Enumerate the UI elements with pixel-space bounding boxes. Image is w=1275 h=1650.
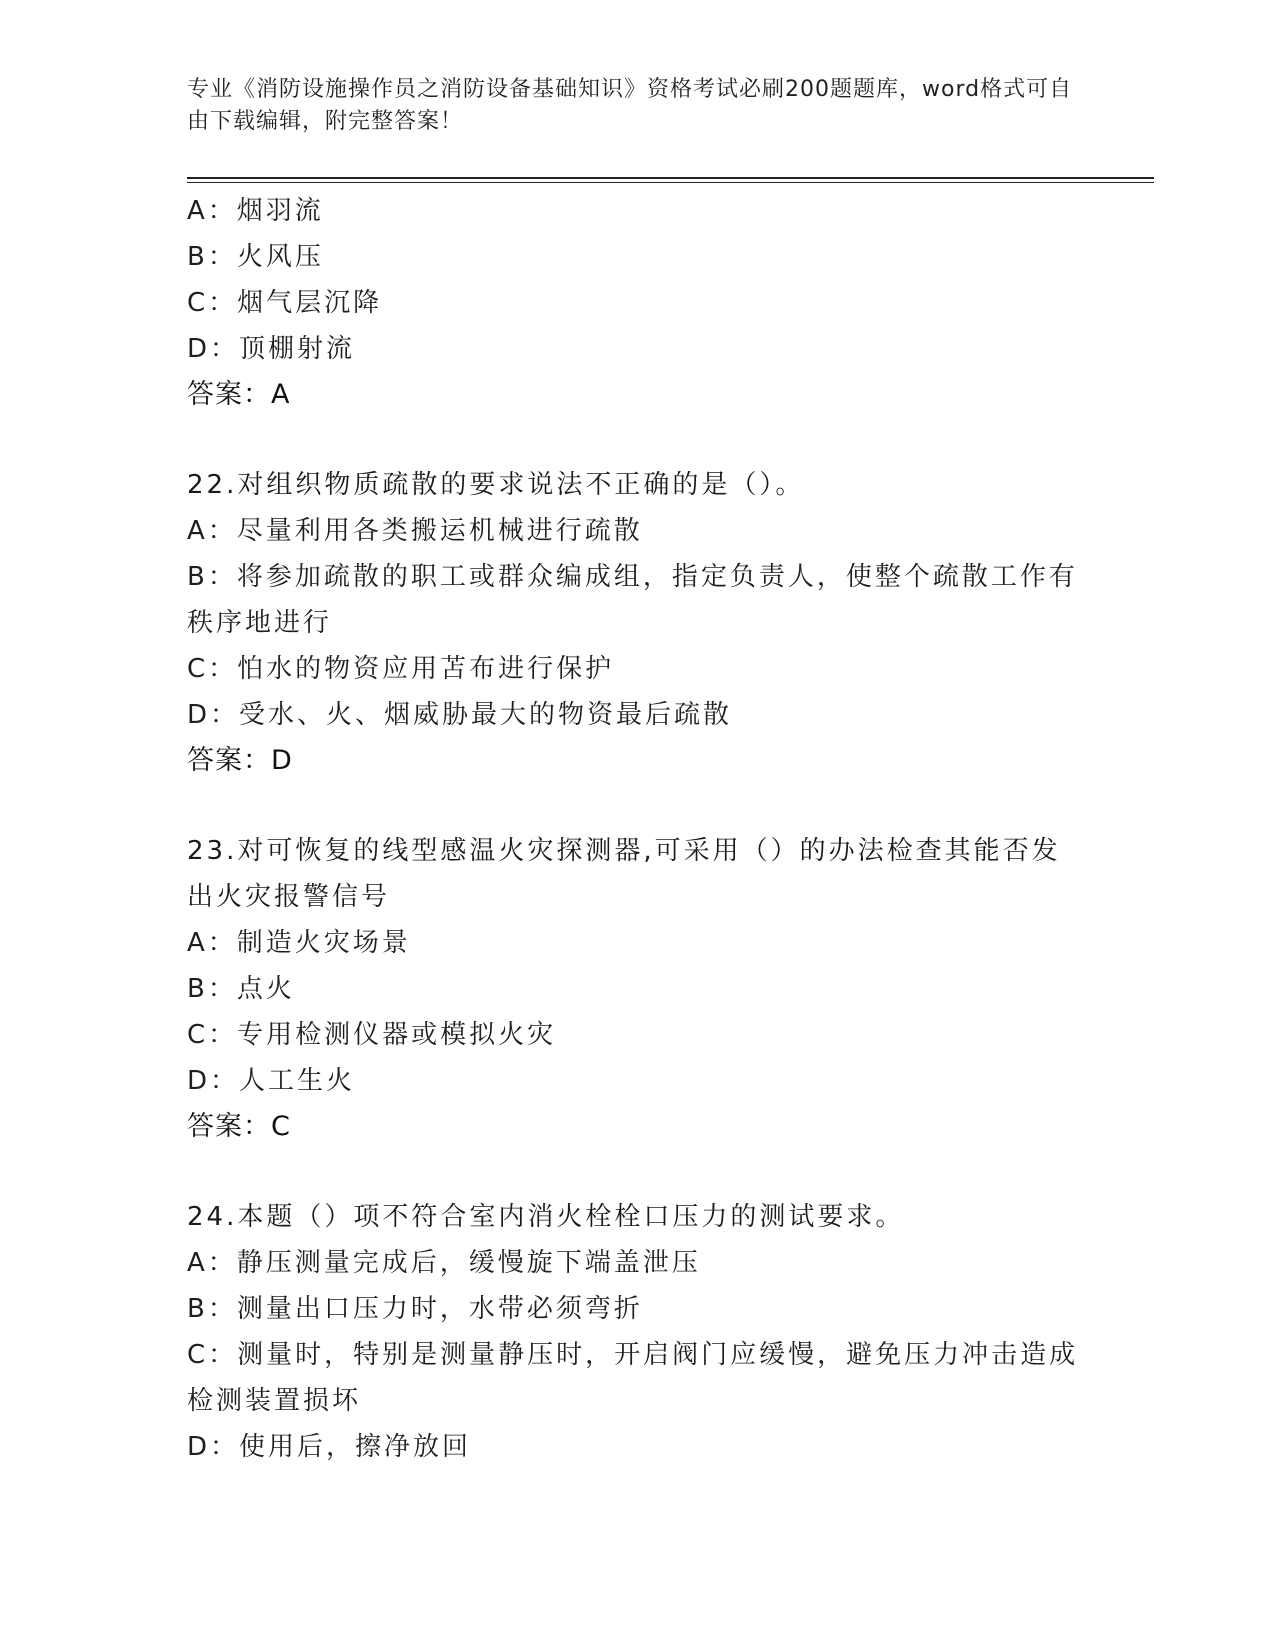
- question-block: [187, 1194, 1087, 1470]
- option: A：静压测量完成后，缓慢旋下端盖泄压: [187, 1248, 701, 1278]
- header-rule-thick: [187, 177, 1154, 179]
- option: B：测量出口压力时，水带必须弯折: [187, 1294, 643, 1324]
- answer: 答案：D: [187, 745, 293, 776]
- option: C：怕水的物资应用苫布进行保护: [187, 654, 615, 684]
- option: D：顶棚射流: [187, 334, 356, 364]
- option: A：制造火灾场景: [187, 928, 411, 958]
- option: B：火风压: [187, 242, 324, 272]
- option: A：烟羽流: [187, 196, 324, 226]
- question-block: [187, 828, 1087, 1150]
- option: C：专用检测仪器或模拟火灾: [187, 1020, 557, 1050]
- option: C：测量时，特别是测量静压时，开启阀门应缓慢，避免压力冲击造成检测装置损坏: [187, 1340, 1079, 1416]
- question-list: [187, 188, 1087, 1470]
- answer: 答案：C: [187, 1111, 291, 1142]
- question-title: 24.本题（）项不符合室内消火栓栓口压力的测试要求。: [187, 1202, 905, 1232]
- option: A：尽量利用各类搬运机械进行疏散: [187, 516, 643, 546]
- document-header: 专业《消防设施操作员之消防设备基础知识》资格考试必刷200题题库，word格式可自由下载编辑，附完整答案！: [187, 77, 1073, 134]
- header-rule-thin: [187, 182, 1154, 183]
- question-title: 23.对可恢复的线型感温火灾探测器,可采用（）的办法检查其能否发出火灾报警信号: [187, 836, 1061, 912]
- answer: 答案：A: [187, 379, 291, 410]
- question-block: [187, 188, 1087, 418]
- question-title: 22.对组织物质疏散的要求说法不正确的是（）。: [187, 470, 805, 500]
- option: D：使用后，擦净放回: [187, 1432, 472, 1462]
- option: B：点火: [187, 974, 295, 1004]
- option: C：烟气层沉降: [187, 288, 383, 318]
- option: D：受水、火、烟威胁最大的物资最后疏散: [187, 700, 733, 730]
- question-block: [187, 462, 1087, 784]
- option: D：人工生火: [187, 1066, 356, 1096]
- option: B：将参加疏散的职工或群众编成组，指定负责人，使整个疏散工作有秩序地进行: [187, 562, 1078, 638]
